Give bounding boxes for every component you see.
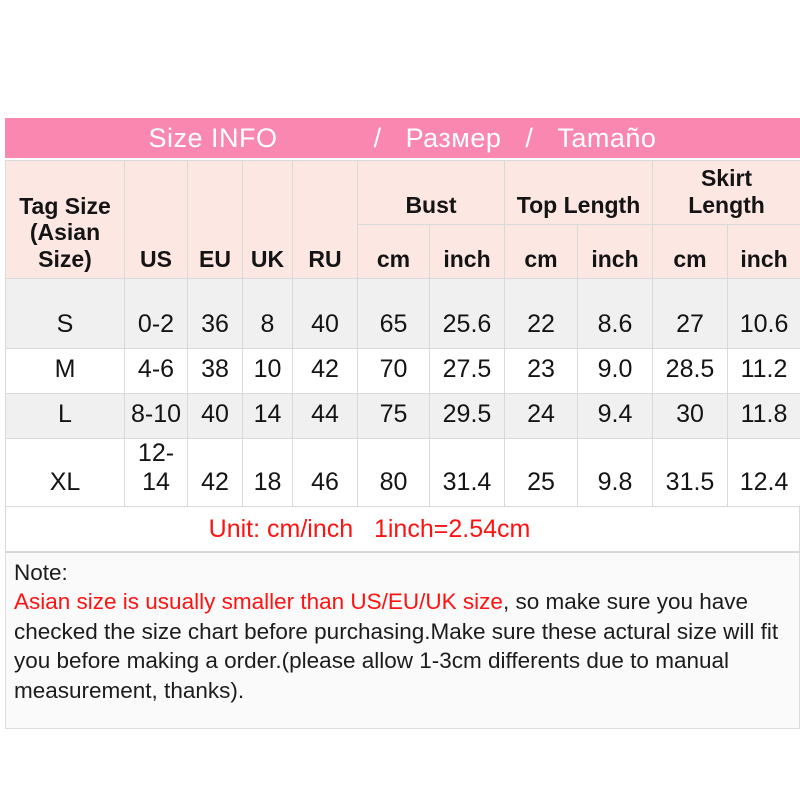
- cell-bust-inch: 27.5: [430, 349, 505, 394]
- note-label: Note:: [14, 560, 68, 585]
- cell-us: 0-2: [125, 279, 188, 349]
- cell-top-inch: 8.6: [578, 279, 653, 349]
- cell-skirt-cm: 28.5: [653, 349, 728, 394]
- cell-uk: 8: [243, 279, 293, 349]
- cell-us: 12-14: [125, 439, 188, 507]
- cell-top-inch: 9.8: [578, 439, 653, 507]
- cell-top-inch: 9.4: [578, 394, 653, 439]
- cell-us: 8-10: [125, 394, 188, 439]
- cell-us: 4-6: [125, 349, 188, 394]
- cell-top-cm: 22: [505, 279, 578, 349]
- note-block: [5, 552, 800, 729]
- cell-skirt-inch: 10.6: [728, 279, 800, 349]
- cell-skirt-cm: 30: [653, 394, 728, 439]
- cell-tag: XL: [6, 439, 125, 507]
- cell-bust-inch: 25.6: [430, 279, 505, 349]
- size-chart-table: [5, 160, 800, 507]
- cell-eu: 38: [188, 349, 243, 394]
- cell-skirt-inch: 11.8: [728, 394, 800, 439]
- cell-eu: 36: [188, 279, 243, 349]
- cell-eu: 40: [188, 394, 243, 439]
- cell-tag: L: [6, 394, 125, 439]
- subheader-top-cm: cm: [505, 225, 578, 279]
- cell-top-inch: 9.0: [578, 349, 653, 394]
- cell-bust-inch: 29.5: [430, 394, 505, 439]
- cell-bust-inch: 31.4: [430, 439, 505, 507]
- cell-bust-cm: 80: [358, 439, 430, 507]
- cell-ru: 46: [293, 439, 358, 507]
- cell-uk: 14: [243, 394, 293, 439]
- cell-uk: 18: [243, 439, 293, 507]
- subheader-skirt-inch: inch: [728, 225, 800, 279]
- cell-tag: M: [6, 349, 125, 394]
- cell-ru: 40: [293, 279, 358, 349]
- cell-ru: 44: [293, 394, 358, 439]
- cell-skirt-inch: 12.4: [728, 439, 800, 507]
- cell-skirt-inch: 11.2: [728, 349, 800, 394]
- size-info-title-bar: Size INFO / Размер / Tamaño: [5, 118, 800, 158]
- table-row-xl: [6, 439, 800, 507]
- size-info-panel: [5, 118, 800, 729]
- note-warning-red-text: Asian size is usually smaller than US/EU/UK size: [14, 589, 503, 615]
- table-row-m: [6, 349, 800, 394]
- header-top-length: Top Length: [505, 161, 653, 225]
- table-row-s: [6, 279, 800, 349]
- cell-top-cm: 25: [505, 439, 578, 507]
- subheader-top-inch: inch: [578, 225, 653, 279]
- subheader-bust-cm: cm: [358, 225, 430, 279]
- cell-bust-cm: 65: [358, 279, 430, 349]
- header-skirt-length: Skirt Length: [653, 161, 800, 225]
- cell-uk: 10: [243, 349, 293, 394]
- table-row-l: [6, 394, 800, 439]
- unit-conversion-row: [5, 507, 800, 552]
- header-ru: RU: [293, 161, 358, 279]
- cell-bust-cm: 75: [358, 394, 430, 439]
- header-uk: UK: [243, 161, 293, 279]
- cell-eu: 42: [188, 439, 243, 507]
- header-us: US: [125, 161, 188, 279]
- header-bust: Bust: [358, 161, 505, 225]
- note-body-text: , so make sure you have checked the size chart before purchasing.Make sure these actural size will fit you before making a order.(please allow 1-3cm differents due to manual measurement, thanks).: [14, 589, 779, 703]
- cell-top-cm: 23: [505, 349, 578, 394]
- unit-conversion-text: Unit: cm/inch 1inch=2.54cm: [208, 514, 531, 543]
- header-eu: EU: [188, 161, 243, 279]
- cell-skirt-cm: 31.5: [653, 439, 728, 507]
- cell-tag: S: [6, 279, 125, 349]
- cell-bust-cm: 70: [358, 349, 430, 394]
- cell-top-cm: 24: [505, 394, 578, 439]
- cell-skirt-cm: 27: [653, 279, 728, 349]
- subheader-skirt-cm: cm: [653, 225, 728, 279]
- subheader-bust-inch: inch: [430, 225, 505, 279]
- cell-ru: 42: [293, 349, 358, 394]
- header-tag-size: Tag Size (Asian Size): [6, 161, 125, 279]
